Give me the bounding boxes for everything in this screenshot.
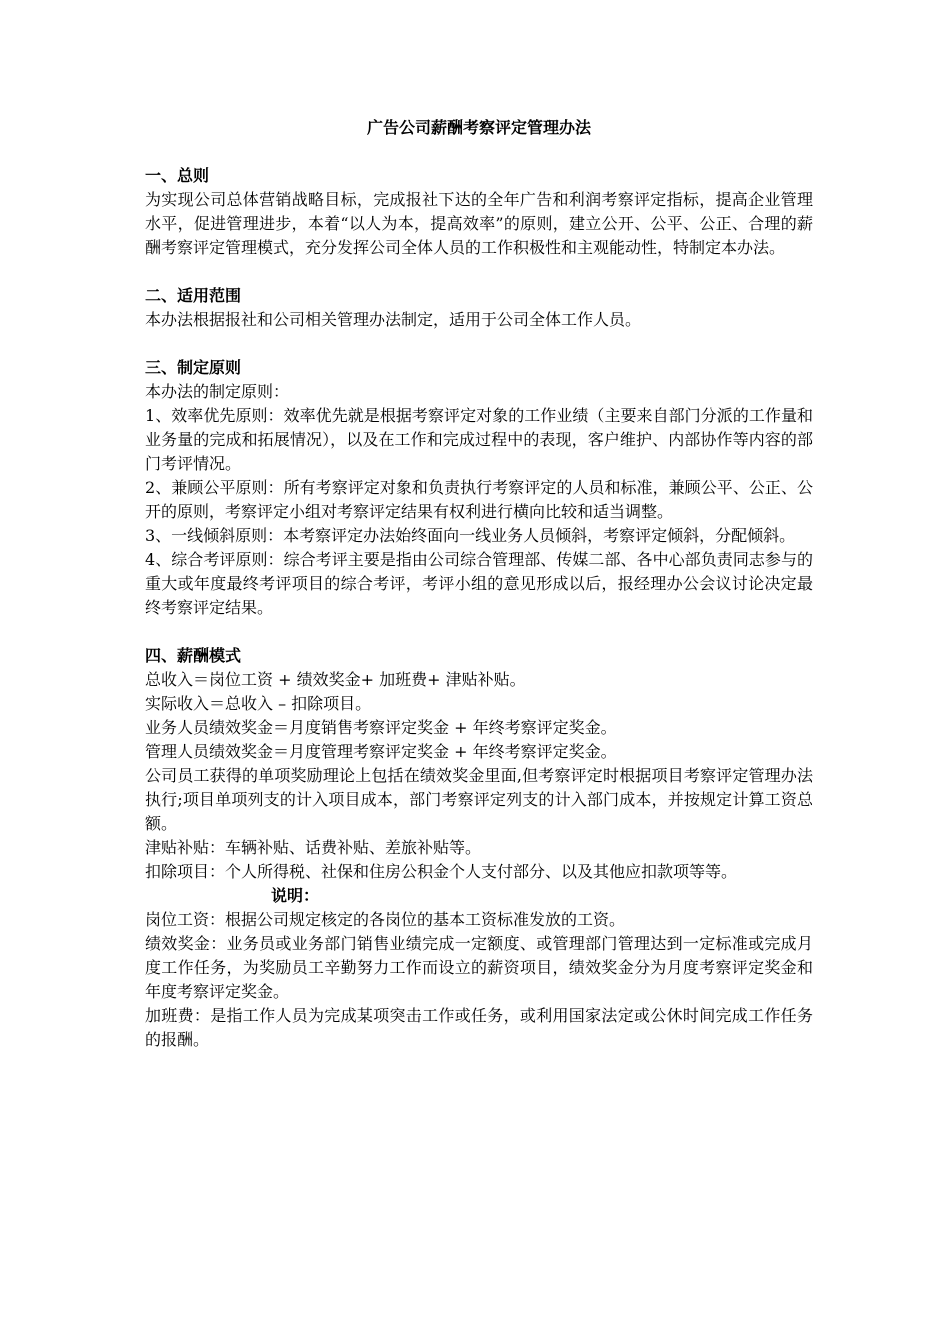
paragraph: 公司员工获得的单项奖励理论上包括在绩效奖金里面,但考察评定时根据项目考察评定管理办法执行;项目单项列支的计入项目成本，部门考察评定列支的计入部门成本，并按规定计算工资总额。 (145, 766, 813, 833)
section-principles (145, 356, 813, 620)
paragraph: 2、兼顾公平原则：所有考察评定对象和负责执行考察评定的人员和标准，兼顾公平、公正、公开的原则，考察评定小组对考察评定结果有权利进行横向比较和适当调整。 (145, 478, 813, 521)
document-page (145, 116, 813, 1076)
section-general (145, 164, 813, 260)
section-heading: 四、薪酬模式 (145, 646, 242, 665)
paragraph: 津贴补贴：车辆补贴、话费补贴、差旅补贴等。 (145, 838, 482, 857)
section-heading: 二、适用范围 (145, 286, 242, 305)
note-title: 说明： (271, 886, 320, 905)
paragraph: 为实现公司总体营销战略目标，完成报社下达的全年广告和利润考察评定指标，提高企业管理水平，促进管理进步，本着“以人为本，提高效率”的原则，建立公开、公平、公正、合理的薪酬考察评定管理模式，充分发挥公司全体人员的工作积极性和主观能动性，特制定本办法。 (145, 190, 813, 257)
section-heading: 一、总则 (145, 166, 210, 185)
section-heading: 三、制定原则 (145, 358, 242, 377)
note-paragraph: 岗位工资：根据公司规定核定的各岗位的基本工资标准发放的工资。 (145, 910, 626, 929)
paragraph: 本办法根据报社和公司相关管理办法制定，适用于公司全体工作人员。 (145, 310, 642, 329)
paragraph: 扣除项目：个人所得税、社保和住房公积金个人支付部分、以及其他应扣款项等等。 (145, 862, 738, 881)
paragraph: 总收入＝岗位工资 + 绩效奖金+ 加班费+ 津贴补贴。 (145, 670, 526, 689)
paragraph: 4、综合考评原则：综合考评主要是指由公司综合管理部、传媒二部、各中心部负责同志参与的重大或年度最终考评项目的综合考评，考评小组的意见形成以后，报经理办公会议讨论决定最终考察评定结果。 (145, 550, 813, 617)
paragraph: 实际收入＝总收入 – 扣除项目。 (145, 694, 372, 713)
section-salary-model (145, 644, 813, 1052)
paragraph: 管理人员绩效奖金＝月度管理考察评定奖金 + 年终考察评定奖金。 (145, 742, 617, 761)
paragraph: 3、一线倾斜原则：本考察评定办法始终面向一线业务人员倾斜，考察评定倾斜，分配倾斜。 (145, 526, 796, 545)
note-paragraph: 加班费：是指工作人员为完成某项突击工作或任务，或利用国家法定或公休时间完成工作任务的报酬。 (145, 1006, 813, 1049)
document-title: 广告公司薪酬考察评定管理办法 (366, 118, 591, 137)
paragraph: 本办法的制定原则： (145, 382, 290, 401)
paragraph: 1、效率优先原则：效率优先就是根据考察评定对象的工作业绩（主要来自部门分派的工作量和业务量的完成和拓展情况），以及在工作和完成过程中的表现，客户维护、内部协作等内容的部门考评情况。 (145, 406, 813, 473)
section-scope (145, 284, 813, 332)
paragraph: 业务人员绩效奖金＝月度销售考察评定奖金 + 年终考察评定奖金。 (145, 718, 617, 737)
note-paragraph: 绩效奖金：业务员或业务部门销售业绩完成一定额度、或管理部门管理达到一定标准或完成月度工作任务，为奖励员工辛勤努力工作而设立的薪资项目，绩效奖金分为月度考察评定奖金和年度考察评定奖金。 (145, 934, 813, 1001)
